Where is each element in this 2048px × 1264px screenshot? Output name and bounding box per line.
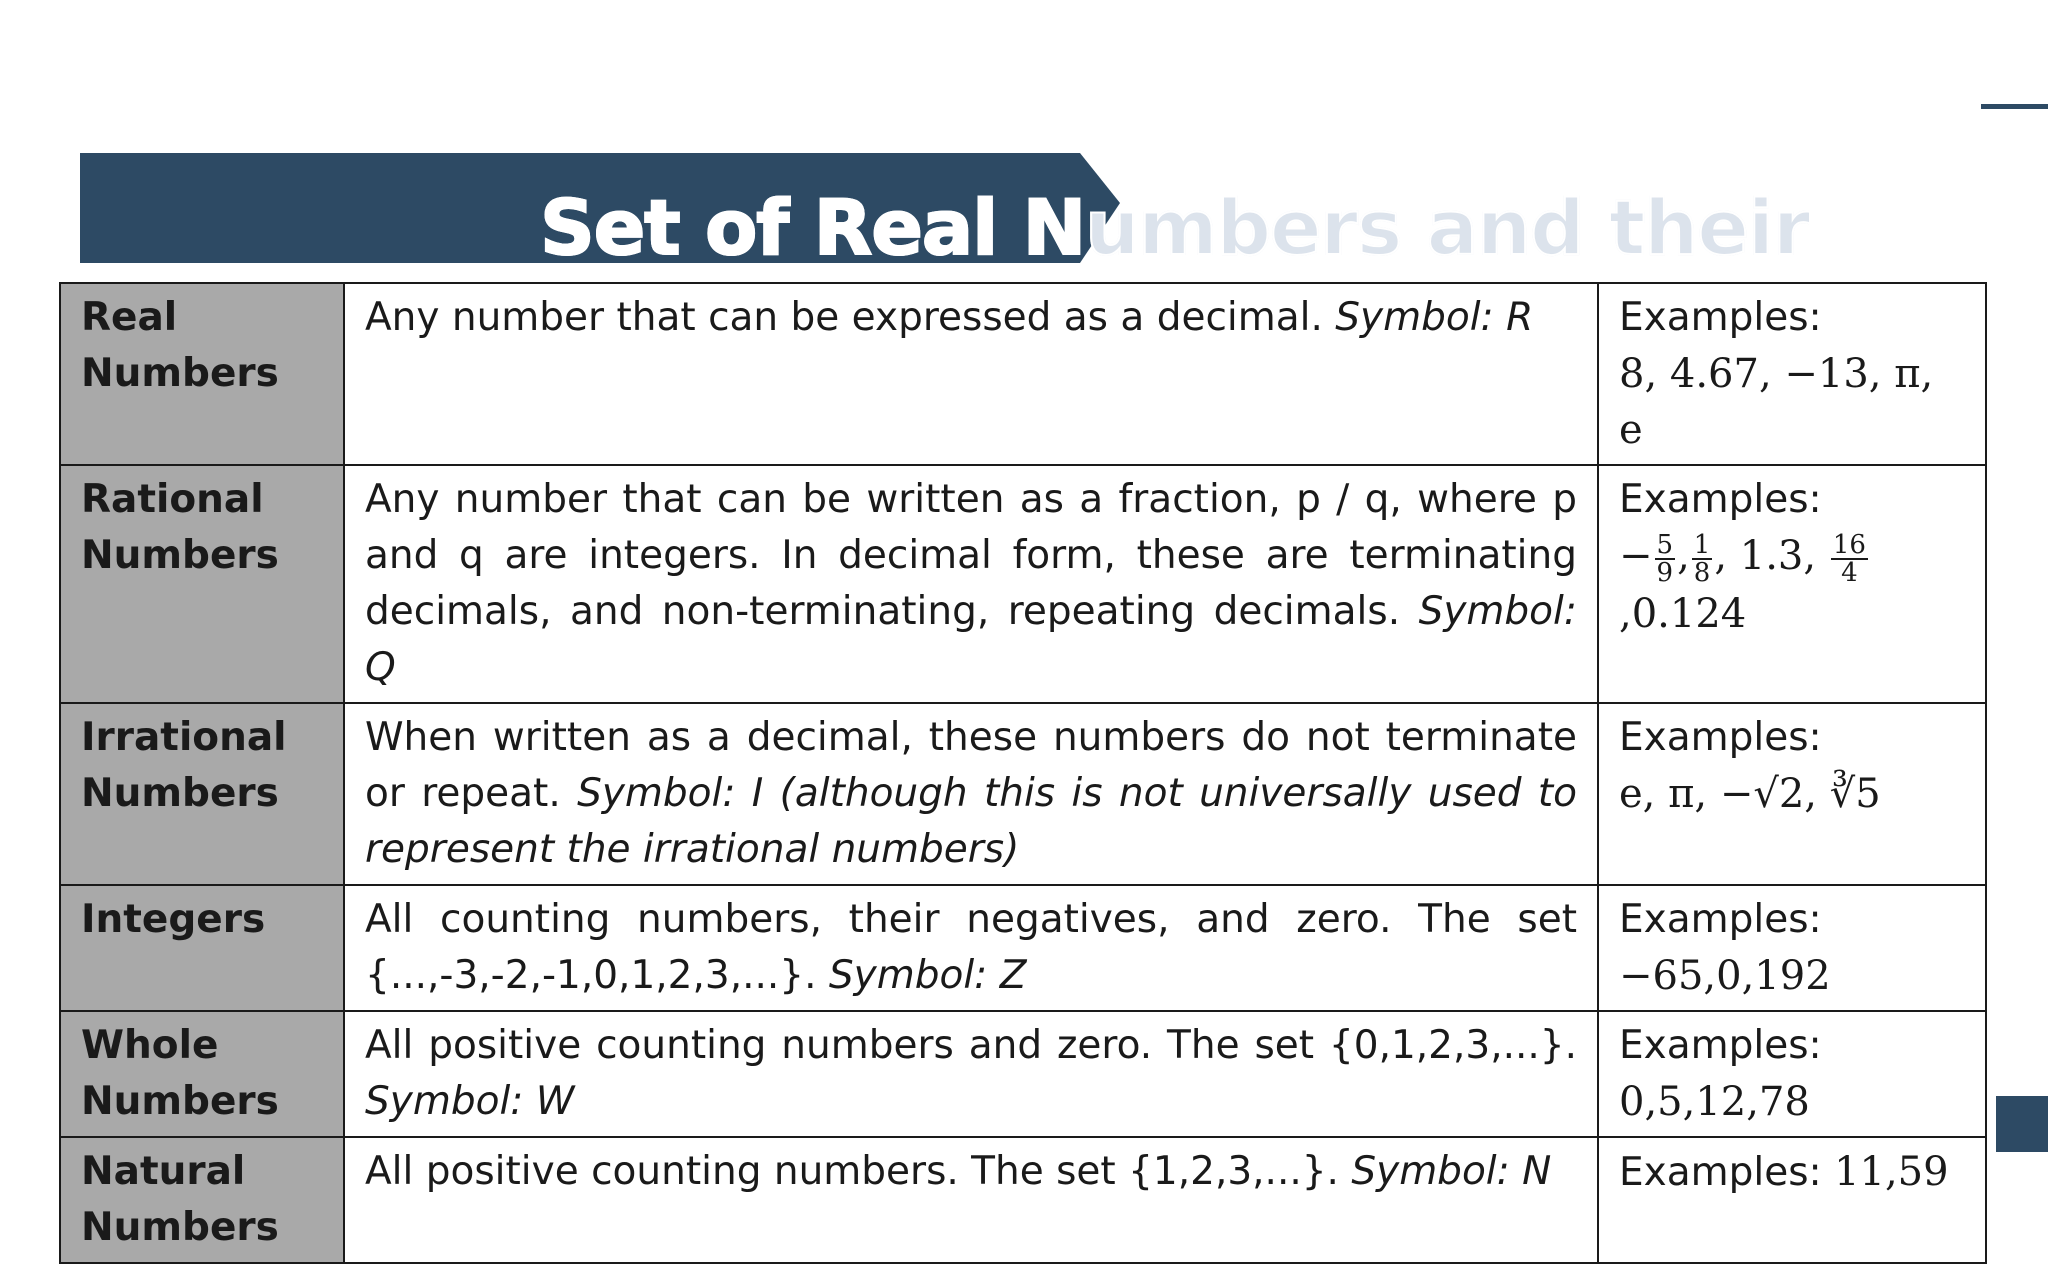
set-name-cell: Integers (60, 885, 344, 1011)
bottom-right-accent-block (1996, 1096, 2048, 1152)
examples-cell (1598, 885, 1986, 1011)
table-row-rational (60, 465, 1986, 703)
description-text: All positive counting numbers and zero. The set {0,1,2,3,...}. (365, 1023, 1577, 1068)
table-row-real (60, 283, 1986, 465)
symbol-text: Symbol: W (365, 1079, 575, 1124)
symbol-text: Symbol: R (1335, 295, 1534, 340)
description-cell (344, 1137, 1598, 1263)
examples-value (1619, 528, 1965, 642)
set-name-cell: Whole Numbers (60, 1011, 344, 1137)
table-row-whole (60, 1011, 1986, 1137)
description-cell (344, 703, 1598, 885)
symbol-text: Symbol: Q (365, 589, 1577, 690)
examples-value: −65,0,192 (1619, 953, 1831, 999)
minus-sign: − (1619, 533, 1653, 579)
examples-value: 8, 4.67, −13, π, e (1619, 351, 1934, 453)
fraction-numerator: 1 (1693, 530, 1711, 560)
examples-cell (1598, 1137, 1986, 1263)
description-cell (344, 1011, 1598, 1137)
description-text: All positive counting numbers. The set {1,2,3,...}. (365, 1149, 1339, 1194)
examples-cell (1598, 1011, 1986, 1137)
table-row-natural (60, 1137, 1986, 1263)
symbol-text: Symbol: I (although this is not universally used to represent the irrational numbers) (365, 771, 1577, 872)
examples-label: Examples: (1619, 1023, 1822, 1068)
description-text: Any number that can be expressed as a decimal. (365, 295, 1323, 340)
set-name-cell: Natural Numbers (60, 1137, 344, 1263)
examples-label: Examples: (1619, 897, 1822, 942)
examples-cell (1598, 283, 1986, 465)
set-name-cell: Irrational Numbers (60, 703, 344, 885)
description-cell (344, 283, 1598, 465)
fraction (1655, 532, 1676, 586)
fraction-denominator: 8 (1693, 558, 1711, 588)
set-name-cell: Real Numbers (60, 283, 344, 465)
table-row-integers (60, 885, 1986, 1011)
examples-label: Examples: (1619, 715, 1822, 760)
description-text: When written as a decimal, these numbers do not terminate or repeat. (365, 715, 1577, 816)
fraction-denominator: 4 (1841, 558, 1858, 588)
fraction (1831, 532, 1868, 586)
description-cell (344, 885, 1598, 1011)
fraction-numerator: 16 (1832, 530, 1866, 560)
description-cell (344, 465, 1598, 703)
examples-value: 0,5,12,78 (1619, 1079, 1810, 1125)
description-text: Any number that can be written as a fraction, p / q, where p and q are integers. In decimal form, these are terminating decimals, and non-terminating, repeating decimals. (365, 477, 1577, 634)
set-name-cell: Rational Numbers (60, 465, 344, 703)
examples-middle: , 1.3, (1714, 533, 1829, 579)
table-row-irrational (60, 703, 1986, 885)
examples-tail: ,0.124 (1619, 591, 1747, 637)
top-right-accent-bar (1981, 104, 2048, 109)
examples-cell (1598, 703, 1986, 885)
number-sets-table (59, 282, 1987, 1264)
symbol-text: Symbol: N (1351, 1149, 1552, 1194)
examples-value: 11,59 (1834, 1149, 1949, 1195)
examples-label: Examples: (1619, 1150, 1822, 1195)
symbol-text: Symbol: Z (828, 953, 1027, 998)
examples-value: e, π, −√2, ∛5 (1619, 771, 1881, 817)
fraction (1692, 532, 1713, 586)
description-text: All counting numbers, their negatives, and zero. The set {...,-3,-2,-1,0,1,2,3,...}. (365, 897, 1577, 998)
fraction-numerator: 5 (1656, 530, 1674, 560)
examples-cell (1598, 465, 1986, 703)
separator: , (1677, 533, 1690, 579)
slide-title: Set of Real Numbers and their (540, 178, 1809, 278)
fraction-denominator: 9 (1656, 558, 1674, 588)
examples-label: Examples: (1619, 477, 1822, 522)
examples-label: Examples: (1619, 295, 1822, 340)
